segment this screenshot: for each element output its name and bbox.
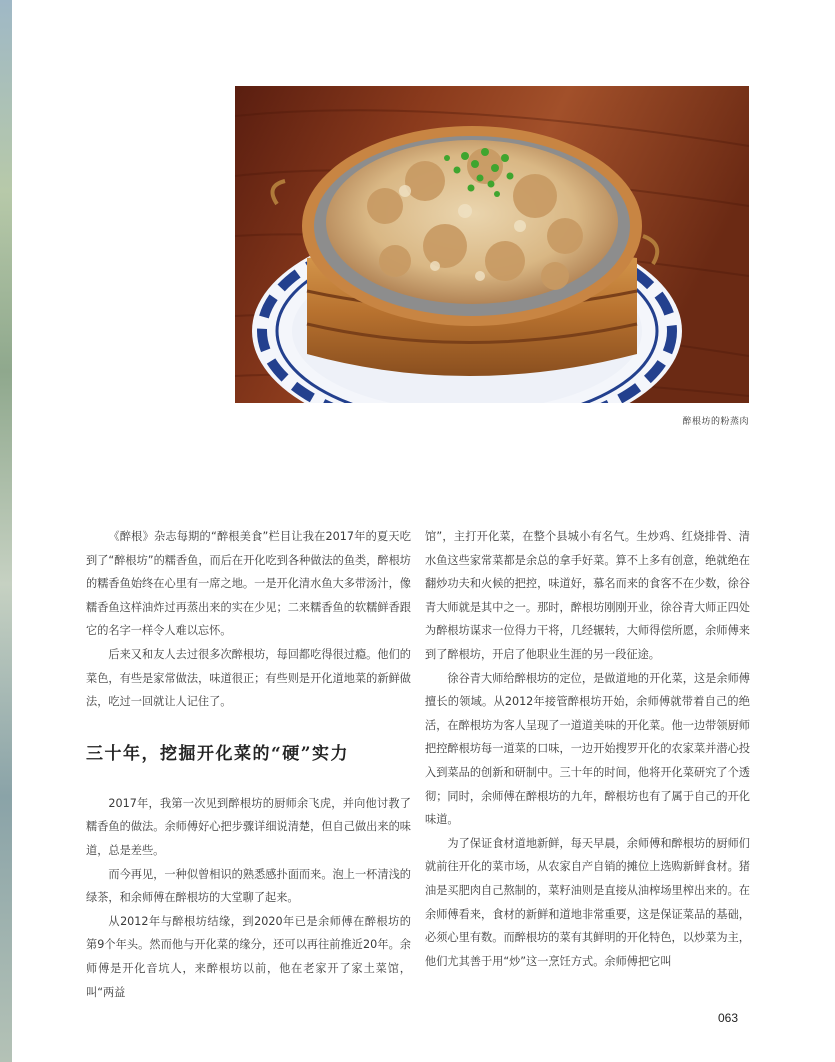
photo-caption: 醉根坊的粉蒸肉 [682, 417, 749, 427]
paragraph: 馆”，主打开化菜，在整个县城小有名气。生炒鸡、红烧排骨、清水鱼这些家常菜都是余总的拿手好菜。算不上多有创意，绝就绝在翻炒功夫和火候的把控，味道好，慕名而来的食客不在少数，徐谷青大师就是其中之一。那时，醉根坊刚刚开业，徐谷青大师正四处为醉根坊谋求一位得力干将，几经辗转，大师得偿所愿，余师傅来到了醉根坊，开启了他职业生涯的另一段征途。 [425, 530, 750, 661]
paragraph: 《醉根》杂志每期的“醉根美食”栏目让我在2017年的夏天吃到了“醉根坊”的糯香鱼，而后在开化吃到各种做法的鱼类，醉根坊的糯香鱼始终在心里有一席之地。一是开化清水鱼大多带汤汁，像糯香鱼这样油炸过再蒸出来的实在少见；二来糯香鱼的软糯鲜香跟它的名字一样令人难以忘怀。 [86, 530, 411, 638]
left-column [86, 525, 411, 1004]
paragraph: 从2012年与醉根坊结缘，到2020年已是余师傅在醉根坊的第9个年头。然而他与开化菜的缘分，还可以再往前推近20年。余师傅是开化音坑人，来醉根坊以前，他在老家开了家土菜馆，叫“两益 [86, 914, 411, 999]
page-number: 063 [718, 1011, 739, 1025]
paragraph: 而今再见，一种似曾相识的熟悉感扑面而来。泡上一杯清浅的绿茶，和余师傅在醉根坊的大堂聊了起来。 [86, 867, 411, 905]
adjacent-page-edge [0, 0, 12, 1062]
paragraph: 为了保证食材道地新鲜，每天早晨，余师傅和醉根坊的厨师们就前往开化的菜市场，从农家自产自销的摊位上选购新鲜食材。猪油是买肥肉自己熬制的，菜籽油则是直接从油榨场里榨出来的。在余师傅看来，食材的新鲜和道地非常重要，这是保证菜品的基础，必须心里有数。而醉根坊的菜有其鲜明的开化特色，以炒菜为主，他们尤其善于用“炒”这一烹饪方式。余师傅把它叫 [425, 836, 750, 968]
paragraph: 徐谷青大师给醉根坊的定位，是做道地的开化菜，这是余师傅擅长的领域。从2012年接管醉根坊开始，余师傅就带着自己的绝活，在醉根坊为客人呈现了一道道美味的开化菜。他一边带领厨师把控醉根坊每一道菜的口味，一边开始搜罗开化的农家菜并潜心投入到菜品的创新和研制中。三十年的时间，他将开化菜研究了个透彻；同时，余师傅在醉根坊的九年，醉根坊也有了属于自己的开化味道。 [425, 671, 750, 827]
section-heading: 三十年，挖掘开化菜的“硬”实力 [86, 743, 350, 764]
right-column [425, 525, 750, 973]
paragraph: 2017年，我第一次见到醉根坊的厨师余飞虎，并向他讨教了糯香鱼的做法。余师傅好心把步骤详细说清楚，但自己做出来的味道，总是差些。 [86, 796, 411, 857]
steamed-pork-illustration [235, 86, 749, 403]
food-photo [235, 86, 749, 403]
paragraph: 后来又和友人去过很多次醉根坊，每回都吃得很过瘾。他们的菜色，有些是家常做法，味道很正；有些则是开化道地菜的新鲜做法，吃过一回就让人记住了。 [86, 647, 411, 709]
